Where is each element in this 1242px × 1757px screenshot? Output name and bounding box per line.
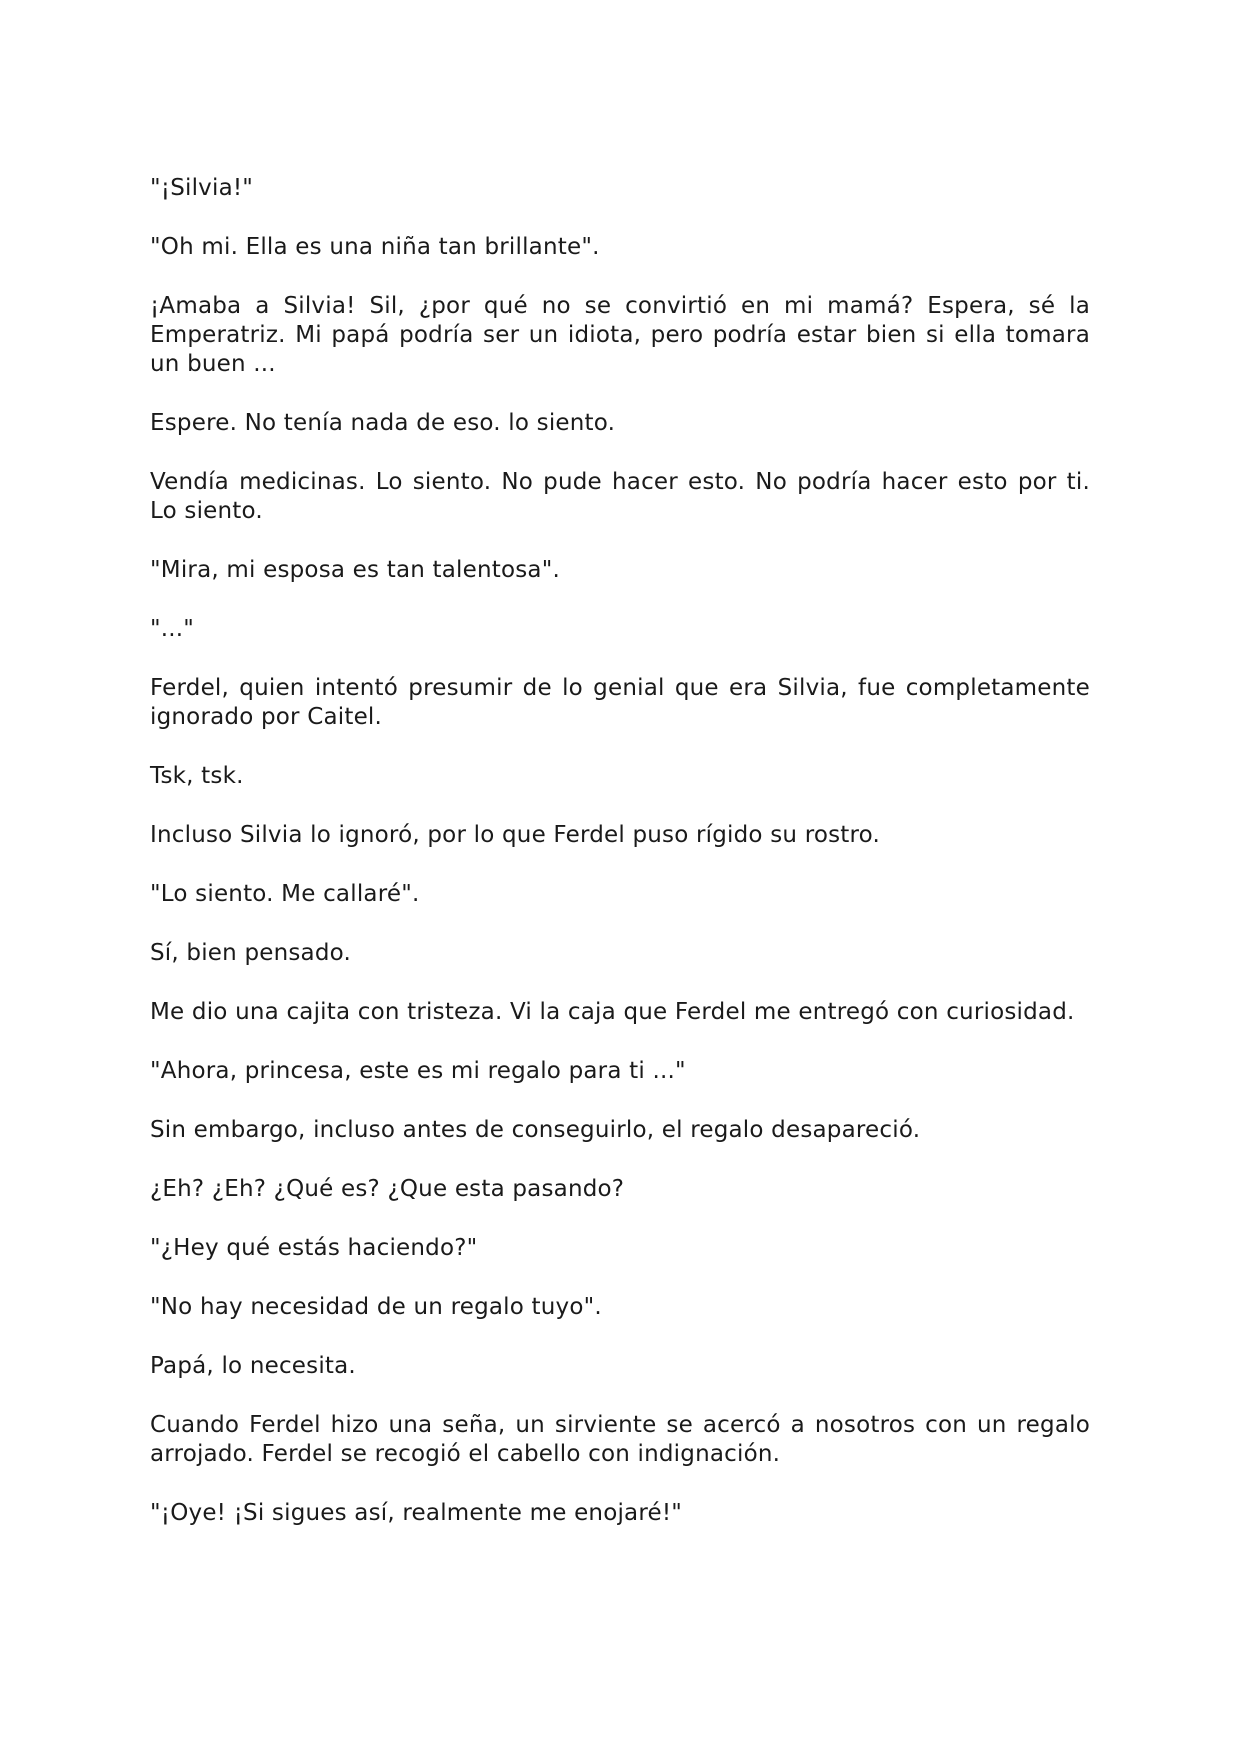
paragraph: Sí, bien pensado.: [150, 940, 352, 966]
paragraph: "¡Oye! ¡Si sigues así, realmente me enojaré!": [150, 1500, 683, 1526]
paragraph: Incluso Silvia lo ignoró, por lo que Ferdel puso rígido su rostro.: [150, 822, 881, 848]
paragraph: "¿Hey qué estás haciendo?": [150, 1235, 478, 1261]
paragraph: Espere. No tenía nada de eso. lo siento.: [150, 410, 616, 436]
paragraph: Cuando Ferdel hizo una seña, un sirviente se acercó a nosotros con un regalo arrojado. Ferdel se recogió el cabello con indignación.: [150, 1412, 1090, 1467]
paragraph: Papá, lo necesita.: [150, 1353, 356, 1379]
paragraph: ¿Eh? ¿Eh? ¿Qué es? ¿Que esta pasando?: [150, 1176, 625, 1202]
document-body: [150, 174, 1090, 1558]
paragraph: Sin embargo, incluso antes de conseguirlo, el regalo desapareció.: [150, 1117, 921, 1143]
paragraph: "¡Silvia!": [150, 175, 254, 201]
paragraph: Me dio una cajita con tristeza. Vi la caja que Ferdel me entregó con curiosidad.: [150, 999, 1075, 1025]
paragraph: "...": [150, 616, 195, 642]
paragraph: "Mira, mi esposa es tan talentosa".: [150, 557, 561, 583]
paragraph: Tsk, tsk.: [150, 763, 244, 789]
paragraph: Vendía medicinas. Lo siento. No pude hacer esto. No podría hacer esto por ti. Lo siento.: [150, 469, 1090, 524]
paragraph: "Oh mi. Ella es una niña tan brillante".: [150, 234, 600, 260]
paragraph: "No hay necesidad de un regalo tuyo".: [150, 1294, 602, 1320]
paragraph: "Lo siento. Me callaré".: [150, 881, 420, 907]
paragraph: "Ahora, princesa, este es mi regalo para ti ...": [150, 1058, 686, 1084]
paragraph: Ferdel, quien intentó presumir de lo genial que era Silvia, fue completamente ignorado por Caitel.: [150, 675, 1090, 730]
paragraph: ¡Amaba a Silvia! Sil, ¿por qué no se convirtió en mi mamá? Espera, sé la Emperatriz. Mi papá podría ser un idiota, pero podría estar bien si ella tomara un buen ...: [150, 293, 1090, 377]
